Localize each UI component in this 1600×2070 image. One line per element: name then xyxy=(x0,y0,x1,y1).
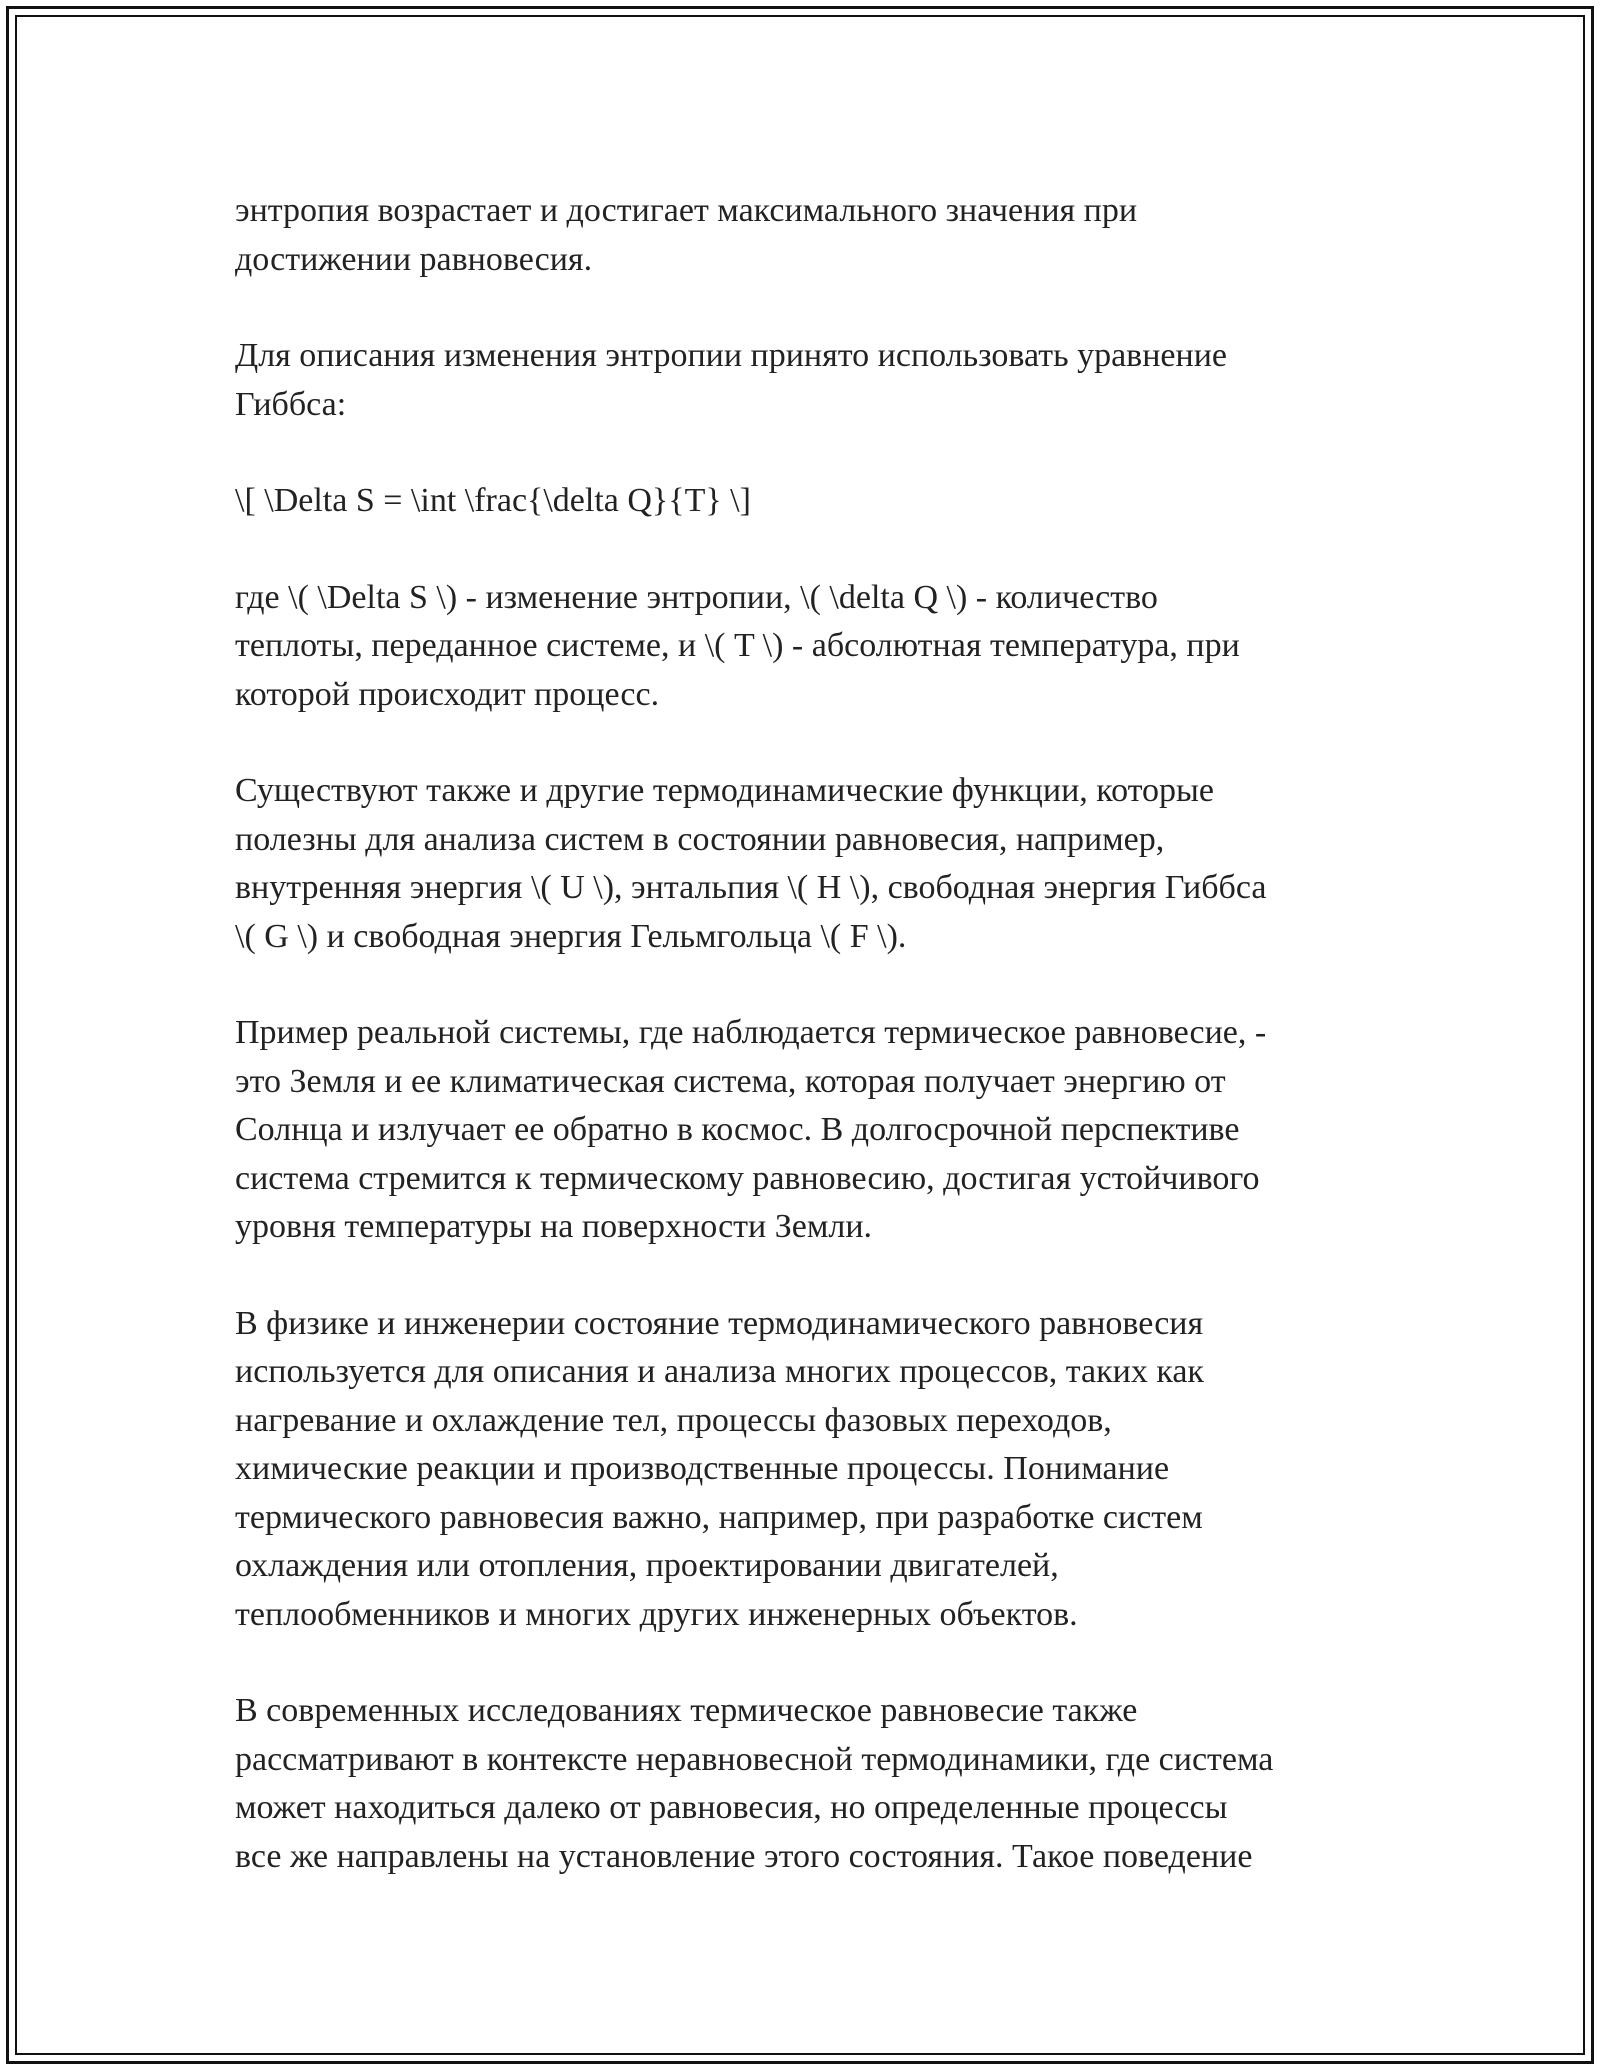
text-line: В физике и инженерии состояние термодинамического равновесия xyxy=(235,1304,1204,1342)
text-line: теплообменников и многих других инженерных объектов. xyxy=(235,1595,1078,1633)
text-line: используется для описания и анализа многих процессов, таких как xyxy=(235,1353,1204,1390)
text-line: \( G \) и свободная энергия Гельмгольца \( F \). xyxy=(235,917,907,955)
document-body xyxy=(235,187,1380,1929)
paragraph-nonequilibrium xyxy=(235,1687,1380,1881)
text-line: Солнца и излучает ее обратно в космос. В долгосрочной перспективе xyxy=(235,1111,1240,1148)
text-line: термического равновесия важно, например, при разработке систем xyxy=(235,1498,1203,1536)
text-line: В современных исследованиях термическое равновесие также xyxy=(235,1692,1138,1729)
text-line: химические реакции и производственные процессы. Понимание xyxy=(235,1450,1170,1487)
text-line: Гиббса: xyxy=(235,385,347,423)
equation-text: \[ \Delta S = \int \frac{\delta Q}{T} \] xyxy=(235,482,751,519)
text-line: все же направлены на установление этого состояния. Такое поведение xyxy=(235,1837,1253,1875)
text-line: энтропия возрастает и достигает максимального значения при xyxy=(235,192,1138,229)
text-line: охлаждения или отопления, проектировании двигателей, xyxy=(235,1547,1059,1584)
text-line: Существуют также и другие термодинамические функции, которые xyxy=(235,772,1214,809)
paragraph-equation-terms xyxy=(235,574,1380,720)
text-line: где \( \Delta S \) - изменение энтропии, \( \delta Q \) - количество xyxy=(235,578,1158,616)
text-line: теплоты, переданное системе, и \( T \) - абсолютная температура, при xyxy=(235,627,1240,664)
text-line: Для описания изменения энтропии принято использовать уравнение xyxy=(235,337,1227,374)
paragraph-gibbs-intro xyxy=(235,332,1380,429)
paragraph-thermo-functions xyxy=(235,767,1380,961)
paragraph-engineering xyxy=(235,1300,1380,1640)
text-line: которой происходит процесс. xyxy=(235,675,660,713)
text-line: уровня температуры на поверхности Земли. xyxy=(235,1208,873,1245)
text-line: это Земля и ее климатическая система, которая получает энергию от xyxy=(235,1062,1226,1100)
text-line: рассматривают в контексте неравновесной термодинамики, где система xyxy=(235,1740,1274,1778)
paragraph-equation xyxy=(235,477,1380,526)
paragraph-earth-example xyxy=(235,1009,1380,1252)
paragraph-entropy-max xyxy=(235,187,1380,284)
text-line: полезны для анализа систем в состоянии равновесия, например, xyxy=(235,820,1165,858)
text-line: внутренняя энергия \( U \), энтальпия \( H \), свободная энергия Гиббса xyxy=(235,869,1267,906)
text-line: система стремится к термическому равновесию, достигая устойчивого xyxy=(235,1159,1260,1197)
text-line: может находиться далеко от равновесия, но определенные процессы xyxy=(235,1789,1228,1826)
text-line: Пример реальной системы, где наблюдается термическое равновесие, - xyxy=(235,1014,1267,1051)
text-line: нагревание и охлаждение тел, процессы фазовых переходов, xyxy=(235,1401,1112,1439)
text-line: достижении равновесия. xyxy=(235,240,593,278)
